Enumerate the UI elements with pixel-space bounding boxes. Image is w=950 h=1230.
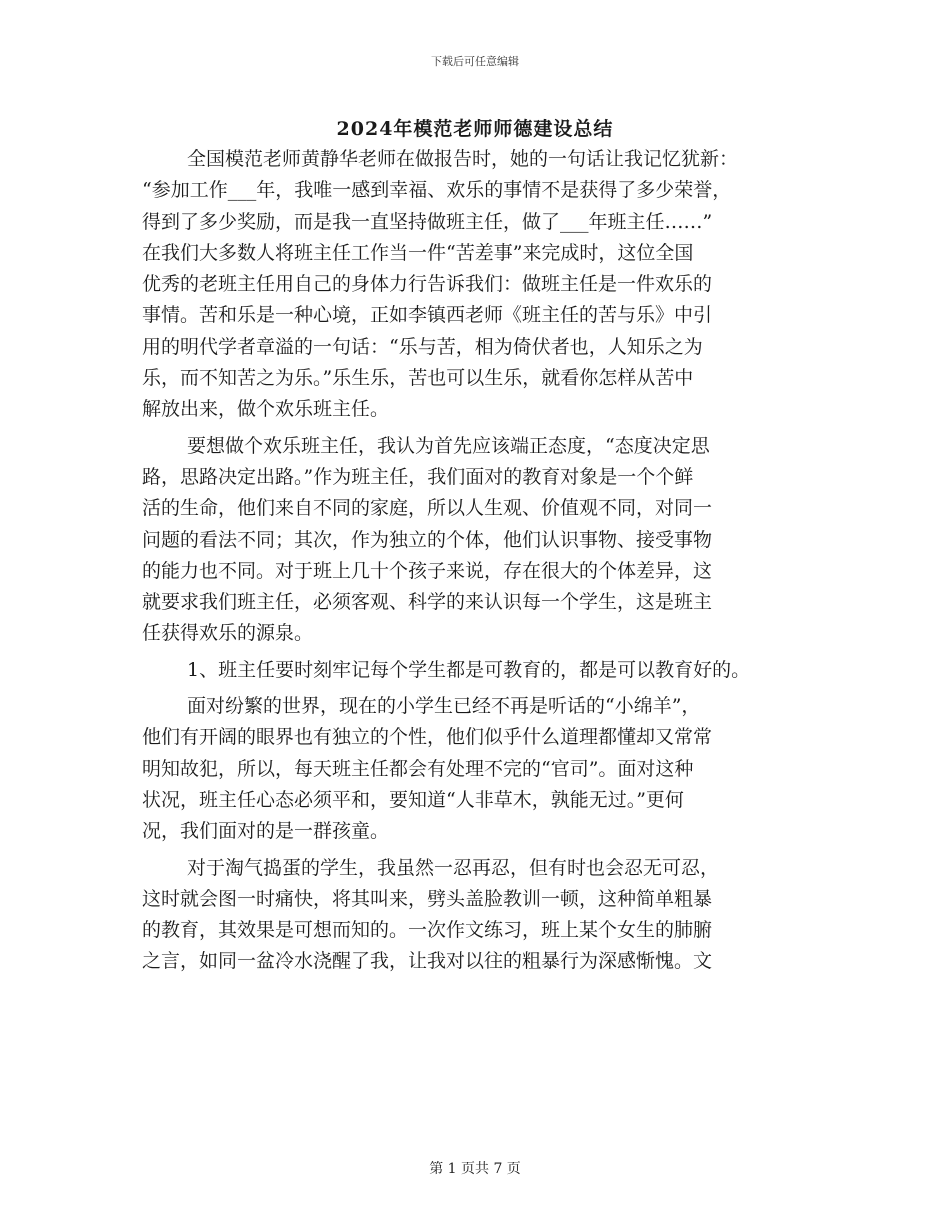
- text-line: 得到了多少奖励，而是我一直坚持做班主任，做了___年班主任……”: [142, 210, 713, 233]
- text-line: 就要求我们班主任，必须客观、科学的来认识每一个学生，这是班主: [142, 591, 713, 614]
- text-line: 解放出来，做个欢乐班主任。: [142, 398, 390, 421]
- text-line: 优秀的老班主任用自己的身体力行告诉我们：做班主任是一件欢乐的: [142, 273, 713, 296]
- text-line: 明知故犯，所以，每天班主任都会有处理不完的“官司”。面对这种: [142, 757, 694, 780]
- text-line: 状况，班主任心态必须平和，要知道“人非草木，孰能无过。”更何: [142, 788, 684, 811]
- text-line: 在我们大多数人将班主任工作当一件“苦差事”来完成时，这位全国: [142, 241, 694, 264]
- text-line: 全国模范老师黄静华老师在做报告时，她的一句话让我记忆犹新：: [187, 148, 739, 170]
- header-note: 下载后可任意编辑: [431, 55, 519, 68]
- page-footer: 第 1 页共 7 页: [429, 1161, 521, 1177]
- text-line: 1、班主任要时刻牢记每个学生都是可教育的，都是可以教育好的。: [187, 658, 751, 681]
- document-title: 2024年模范老师师德建设总结: [336, 118, 614, 140]
- text-line: 问题的看法不同；其次，作为独立的个体，他们认识事物、接受事物: [142, 528, 713, 551]
- text-line: 活的生命，他们来自不同的家庭，所以人生观、价值观不同，对同一: [142, 497, 713, 520]
- text-line: 之言，如同一盆冷水浇醒了我，让我对以往的粗暴行为深感惭愧。文: [142, 950, 713, 973]
- document-body: [142, 144, 832, 978]
- text-line: 任获得欢乐的源泉。: [142, 622, 314, 645]
- text-line: 他们有开阔的眼界也有独立的个性，他们似乎什么道理都懂却又常常: [142, 726, 713, 749]
- text-line: 对于淘气捣蛋的学生，我虽然一忍再忍，但有时也会忍无可忍，: [187, 856, 720, 879]
- text-line: 况，我们面对的是一群孩童。: [142, 820, 390, 843]
- text-line: 路，思路决定出路。”作为班主任，我们面对的教育对象是一个个鲜: [142, 465, 694, 488]
- text-line: 面对纷繁的世界，现在的小学生已经不再是听话的“小绵羊”，: [187, 695, 701, 718]
- text-line: 的教育，其效果是可想而知的。一次作文练习，班上某个女生的肺腑: [142, 919, 713, 942]
- text-line: 的能力也不同。对于班上几十个孩子来说，存在很大的个体差异，这: [142, 559, 713, 582]
- text-line: “参加工作___年，我唯一感到幸福、欢乐的事情不是获得了多少荣誉，: [142, 179, 732, 202]
- text-line: 这时就会图一时痛快，将其叫来，劈头盖脸教训一顿，这种简单粗暴: [142, 887, 713, 910]
- text-line: 要想做个欢乐班主任，我认为首先应该端正态度，“态度决定思: [187, 434, 710, 457]
- text-line: 事情。苦和乐是一种心境，正如李镇西老师《班主任的苦与乐》中引: [142, 304, 713, 327]
- text-line: 用的明代学者章溢的一句话：“乐与苦，相为倚伏者也，人知乐之为: [142, 335, 703, 358]
- text-line: 乐，而不知苦之为乐。”乐生乐，苦也可以生乐，就看你怎样从苦中: [142, 367, 694, 390]
